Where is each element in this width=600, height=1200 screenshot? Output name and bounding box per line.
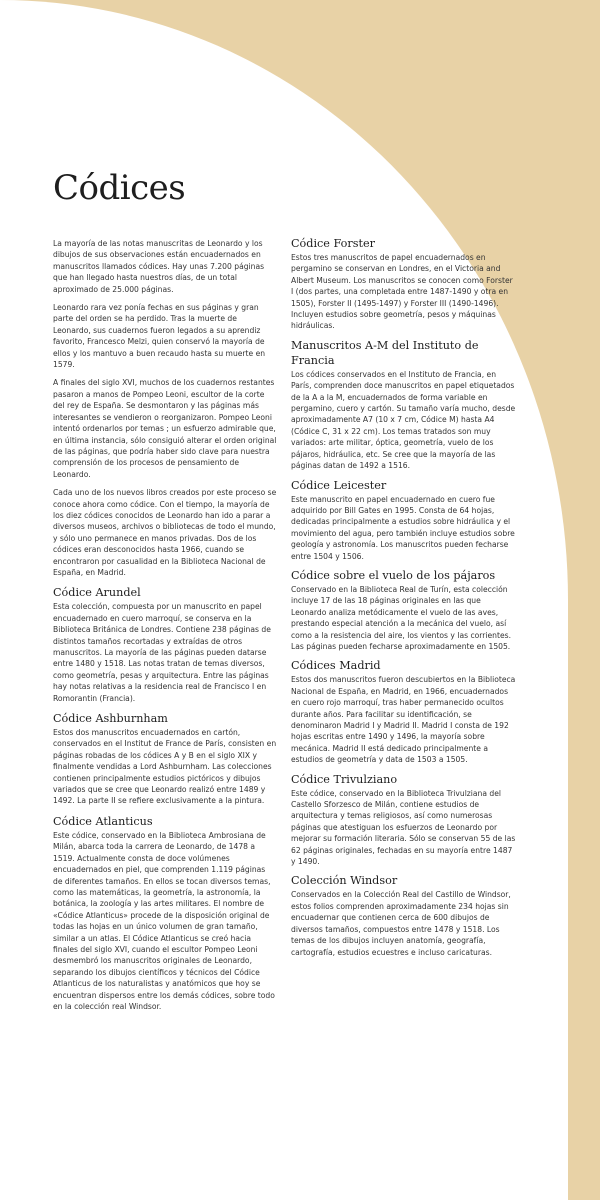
- section-text-leicester: Este manuscrito en papel encuadernado en cuero fue adquirido por Bill Gates en 1995. Consta de 64 hojas, dedicadas principalmente a estudios sobre hidráulica y el movimiento del agua, pero también incluye estudios sobre geología y astronomía. Los manuscritos pueden fecharse entre 1504 y 1506.: [291, 494, 515, 561]
- section-text-forster: Estos tres manuscritos de papel encuadernados en pergamino se conservan en Londres, en el Victoria and Albert Museum. Los manuscritos se conocen como Forster I (dos partes, una completada entre 1487-1490 y otra en 1505), Forster II (1495-1497) y Forster III (1490-1496). Incluyen estudios sobre geometría, pesos y máquinas hidráulicas.: [291, 253, 513, 331]
- section-heading-forster: Códice Forster: [291, 237, 375, 250]
- section-text-arundel: Esta colección, compuesta por un manuscrito en papel encuadernado en cuero marroquí, se conserva en la Biblioteca Británica de Londres. Contiene 238 páginas de distintos tamaños recortadas y extraídas de otros manuscritos. La mayoría de las páginas pueden datarse entre 1480 y 1518. Las notas tratan de temas diversos, como geometría, pesas y arquitectura. Entre las páginas hay notas relativas a la residencia real de Francisco I en Romorantin (Francia).: [53, 602, 271, 703]
- section-heading-madrid: Códices Madrid: [291, 659, 381, 673]
- section-heading-atlanticus: Códice Atlanticus: [53, 814, 153, 828]
- section-text-trivulziano: Este códice, conservado en la Biblioteca Trivulziana del Castello Sforzesco de Milán, contiene estudios de arquitectura y temas religiosos, así como numerosas páginas que atestiguan los esfuerzos de Leonardo por mejorar su formación literaria. Sólo se conservan 55 de las 62 páginas originales, fechadas en su mayoría entre 1487 y 1490.: [291, 788, 516, 867]
- section-heading-arundel: Códice Arundel: [53, 586, 141, 600]
- section-text-instituto-francia: Los códices conservados en el Instituto de Francia, en París, comprenden doce manuscritos en papel etiquetados de la A a la M, encuadernados de forma variable en pergamino, cuero y cartón. Su tamaño varía mucho, desde aproximadamente A7 (10 x 7 cm, Códice M) hasta A4 (Códice C, 31 x 22 cm). Los temas tratados son muy variados: arte militar, óptica, geometría, vuelo de los pájaros, hidráulica, etc. Se cree que la mayoría de las páginas datan de 1492 a 1516.: [291, 369, 516, 471]
- section-text-atlanticus: Este códice, conservado en la Biblioteca Ambrosiana de Milán, abarca toda la carrera de Leonardo, de 1478 a 1519. Actualmente consta de doce volúmenes encuadernados en piel, que comprenden 1.119 páginas de diferentes tamaños. En ellos se tocan diversos temas, como las matemáticas, la geometría, la astronomía, la botánica, la zoología y las artes militares. El nombre de «Códice Atlanticus» procede de la disposición original de todas las hojas en un único volumen de gran tamaño, similar a un atlas. El Códice Atlanticus se creó hacia finales del siglo XVI, cuando el escultor Pompeo Leoni desmembró los manuscritos originales de Leonardo, separando los dibujos científicos y técnicos del Códice Atlanticus de los naturalistas y anatómicos que hoy se encuentran dispersos entre los demás códices, sobre todo en la colección real Windsor.: [53, 830, 275, 1011]
- section-heading-ashburnham: Códice Ashburnham: [53, 712, 168, 726]
- section-heading-trivulziano: Códice Trivulziano: [291, 772, 398, 786]
- section-heading-vuelo-pajaros: Códice sobre el vuelo de los pájaros: [291, 568, 496, 582]
- section-text-ashburnham: Estos dos manuscritos encuadernados en cartón, conservados en el Institut de France de París, consisten en páginas robadas de los códices A y B en el siglo XIX y finalmente vendidas a Lord Ashburnham. Las colecciones contienen principalmente estudios pictóricos y dibujos variados que se cree que Leonardo realizó entre 1489 y 1492. La parte II se refiere exclusivamente a la pintura.: [53, 728, 277, 806]
- intro-paragraph: Cada uno de los nuevos libros creados por este proceso se conoce ahora como códice. Con el tiempo, la mayoría de los diez códices conocidos de Leonardo han ido a parar a diversos museos, archivos o bibliotecas de todo el mundo, y sólo uno permanece en manos privadas. Dos de los códices eran desconocidos hasta 1966, cuando se encontraron por casualidad en la Biblioteca Nacional de España, en Madrid.: [53, 488, 277, 577]
- intro-paragraph: La mayoría de las notas manuscritas de Leonardo y los dibujos de sus observaciones están encuadernados en manuscritos llamados códices. Hay unas 7.200 páginas que han llegado hasta nuestros días, de un total aproximado de 25.000 páginas.: [53, 239, 265, 294]
- section-heading-windsor: Colección Windsor: [291, 874, 398, 888]
- section-heading-leicester: Códice Leicester: [291, 478, 387, 492]
- intro-paragraph: A finales del siglo XVI, muchos de los cuadernos restantes pasaron a manos de Pompeo Leoni, escultor de la corte del rey de España. Se desmontaron y las páginas más interesantes se vendieron o reorganizaron. Pompeo Leoni intentó ordenarlos por temas ; un esfuerzo admirable que, en última instancia, sólo consiguió alterar el orden original de las páginas, que podría haber sido clave para nuestra comprensión de los procesos de pensamiento de Leonardo.: [53, 378, 277, 479]
- page-title: Códices: [53, 168, 186, 208]
- right-column: [291, 236, 516, 964]
- section-text-madrid: Estos dos manuscritos fueron descubiertos en la Biblioteca Nacional de España, en Madrid, en 1966, encuadernados en cuero rojo marroquí, tras haber permanecido ocultos durante años. Para facilitar su identificación, se denominaron Madrid I y Madrid II. Madrid I consta de 192 hojas escritas entre 1490 y 1496, la mayoría sobre mecánica. Madrid II está dedicado principalmente a estudios de geometría y data de 1503 a 1505.: [291, 675, 516, 765]
- left-column: [53, 238, 277, 1019]
- section-text-windsor: Conservados en la Colección Real del Castillo de Windsor, estos folios comprenden aproximadamente 234 hojas sin encuadernar que contienen cerca de 600 dibujos de diversos tamaños, compuestos entre 1478 y 1518. Los temas de los dibujos incluyen anatomía, geografía, cartografía, estudios ecuestres e incluso caricaturas.: [291, 890, 511, 957]
- section-heading-instituto-francia: Manuscritos A-M del Instituto de Francia: [291, 338, 479, 367]
- section-text-vuelo-pajaros: Conservado en la Biblioteca Real de Turín, esta colección incluye 17 de las 18 páginas originales en las que Leonardo analiza metódicamente el vuelo de las aves, prestando especial atención a la mecánica del vuelo, así como a la resistencia del aire, los vientos y las corrientes. Las páginas pueden fecharse aproximadamente en 1505.: [291, 584, 512, 651]
- intro-paragraph: Leonardo rara vez ponía fechas en sus páginas y gran parte del orden se ha perdido. Tras la muerte de Leonardo, sus cuadernos fueron legados a su aprendiz favorito, Francesco Melzi, quien conservó la mayoría de ellos y los mantuvo a buen recaudo hasta su muerte en 1579.: [53, 303, 266, 370]
